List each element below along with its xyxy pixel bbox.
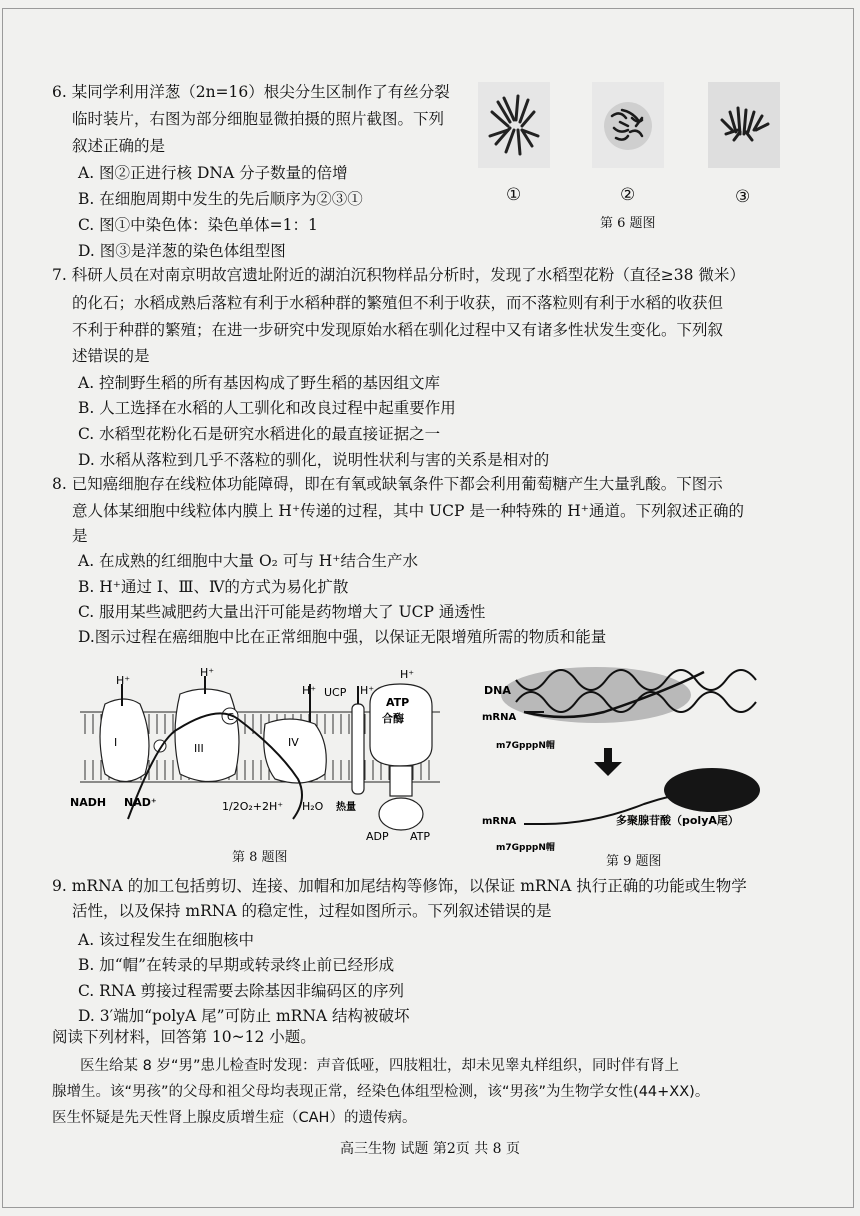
material-line-3: 医生怀疑是先天性肾上腺皮质增生症（CAH）的遗传病。 bbox=[52, 1110, 417, 1126]
q8-stem-3: 是 bbox=[72, 527, 88, 545]
q8-option-b: B. H⁺通过 Ⅰ、Ⅲ、Ⅳ的方式为易化扩散 bbox=[78, 578, 349, 596]
q7-stem-1: 7. 科研人员在对南京明故宫遗址附近的湖泊沉积物样品分析时，发现了水稻型花粉（直径≥38 微米） bbox=[52, 266, 745, 284]
nad-label: NAD⁺ bbox=[124, 796, 157, 809]
page-footer: 高三生物 试题 第2页 共 8 页 bbox=[339, 1141, 521, 1157]
adp-label: ADP bbox=[366, 830, 389, 843]
complex-c-label: C bbox=[227, 712, 234, 723]
q8-stem-1: 8. 已知癌细胞存在线粒体功能障碍，即在有氧或缺氧条件下都会利用葡萄糖产生大量乳酸。下图示 bbox=[52, 475, 723, 493]
q9-option-b: B. 加“帽”在转录的早期或转录终止前已经形成 bbox=[78, 956, 395, 974]
h-plus-label-2: H⁺ bbox=[200, 666, 215, 679]
q7-option-d: D. 水稻从落粒到几乎不落粒的驯化，说明性状利与害的关系是相对的 bbox=[78, 451, 550, 469]
micrograph-3 bbox=[708, 82, 780, 168]
mrna-diagram bbox=[476, 660, 796, 860]
nadh-label: NADH bbox=[70, 796, 107, 809]
q7-stem-3: 不利于种群的繁殖；在进一步研究中发现原始水稻在驯化过程中又有诸多性状发生变化。下列叙 bbox=[72, 321, 724, 339]
complex-3-label: III bbox=[194, 742, 204, 755]
reading-intro: 阅读下列材料，回答第 10~12 小题。 bbox=[52, 1028, 316, 1046]
atp-label: ATP bbox=[410, 830, 431, 843]
ucp-channel bbox=[352, 704, 364, 794]
q6-option-d: D. 图③是洋葱的染色体组型图 bbox=[78, 242, 286, 260]
cap-label-top: m7GpppN帽 bbox=[496, 741, 555, 751]
h2o-label: H₂O bbox=[302, 800, 324, 813]
q6-option-a: A. 图②正进行核 DNA 分子数量的倍增 bbox=[78, 164, 348, 182]
o2-reaction-label: 1/2O₂+2H⁺ bbox=[222, 800, 284, 813]
q9-stem-1: 9. mRNA 的加工包括剪切、连接、加帽和加尾结构等修饰，以保证 mRNA 执行正确的功能或生物学 bbox=[52, 877, 747, 895]
q6-line-2: 临时装片，右图为部分细胞显微拍摄的照片截图。下列 bbox=[72, 110, 445, 128]
q7-stem-4: 述错误的是 bbox=[72, 347, 150, 365]
micrograph-1 bbox=[478, 82, 550, 168]
mrna-label-top: mRNA bbox=[482, 712, 517, 723]
cap-label-bottom: m7GpppN帽 bbox=[496, 843, 555, 853]
micrograph-label-1: ① bbox=[506, 185, 522, 205]
atp-synthase-line-1: ATP bbox=[386, 696, 410, 709]
complex-1-label: I bbox=[114, 736, 118, 749]
atp-synthase-line-2: 合酶 bbox=[382, 712, 404, 725]
q8-option-a: A. 在成熟的红细胞中大量 O₂ 可与 H⁺结合生产水 bbox=[78, 552, 418, 570]
q7-option-a: A. 控制野生稻的所有基因构成了野生稻的基因组文库 bbox=[78, 374, 441, 392]
q6-line-1: 6. 某同学利用洋葱（2n=16）根尖分生区制作了有丝分裂 bbox=[52, 83, 450, 101]
h-plus-label-3: H⁺ bbox=[302, 684, 317, 697]
mrna-label-bottom: mRNA bbox=[482, 816, 517, 827]
q9-stem-2: 活性，以及保持 mRNA 的稳定性，过程如图所示。下列叙述错误的是 bbox=[72, 902, 552, 920]
ucp-label: UCP bbox=[324, 686, 347, 699]
q6-figure-caption: 第 6 题图 bbox=[600, 216, 656, 231]
micrograph-2 bbox=[592, 82, 664, 168]
micrograph-label-2: ② bbox=[620, 185, 636, 205]
polya-tail-shape bbox=[664, 768, 760, 812]
q7-option-b: B. 人工选择在水稻的人工驯化和改良过程中起重要作用 bbox=[78, 399, 456, 417]
complex-1-shape bbox=[100, 699, 149, 782]
q9-option-c: C. RNA 剪接过程需要去除基因非编码区的序列 bbox=[78, 982, 405, 1000]
q9-option-a: A. 该过程发生在细胞核中 bbox=[78, 931, 255, 949]
q6-option-b: B. 在细胞周期中发生的先后顺序为②③① bbox=[78, 190, 363, 208]
material-line-2: 腺增生。该“男孩”的父母和祖父母均表现正常，经染色体组型检测，该“男孩”为生物学女性(44+XX)。 bbox=[52, 1084, 710, 1100]
heat-label: 热量 bbox=[336, 802, 356, 813]
material-line-1: 医生给某 8 岁“男”患儿检查时发现：声音低哑，四肢粗壮，却未见睾丸样组织，同时伴有肾上 bbox=[80, 1058, 679, 1074]
h-plus-label-1: H⁺ bbox=[116, 674, 131, 687]
q6-line-3: 叙述正确的是 bbox=[72, 137, 166, 155]
q7-option-c: C. 水稻型花粉化石是研究水稻进化的最直接证据之一 bbox=[78, 425, 441, 443]
q7-stem-2: 的化石；水稻成熟后落粒有利于水稻种群的繁殖但不利于收获，而不落粒则有利于水稻的收获但 bbox=[72, 294, 724, 312]
membrane-diagram bbox=[70, 664, 450, 844]
q8-figure-caption: 第 8 题图 bbox=[232, 850, 288, 865]
complex-4-label: IV bbox=[288, 736, 299, 749]
q8-option-c: C. 服用某些减肥药大量出汗可能是药物增大了 UCP 通透性 bbox=[78, 603, 486, 621]
process-arrow-icon bbox=[594, 748, 622, 776]
q8-stem-2: 意人体某细胞中线粒体内膜上 H⁺传递的过程，其中 UCP 是一种特殊的 H⁺通道。下列叙述正确的 bbox=[72, 502, 744, 520]
polya-label: 多聚腺苷酸（polyA尾） bbox=[616, 814, 739, 827]
q8-option-d: D.图示过程在癌细胞中比在正常细胞中强，以保证无限增殖所需的物质和能量 bbox=[78, 628, 607, 646]
q6-option-c: C. 图①中染色体：染色单体=1：1 bbox=[78, 216, 318, 234]
dna-label: DNA bbox=[484, 684, 511, 697]
complex-3-shape bbox=[175, 689, 239, 782]
h-plus-label-4: H⁺ bbox=[360, 684, 375, 697]
q9-option-d: D. 3′端加“polyA 尾”可防止 mRNA 结构被破坏 bbox=[78, 1007, 410, 1025]
micrograph-label-3: ③ bbox=[735, 187, 751, 207]
q9-figure-caption: 第 9 题图 bbox=[606, 854, 662, 869]
h-plus-label-5: H⁺ bbox=[400, 668, 415, 681]
